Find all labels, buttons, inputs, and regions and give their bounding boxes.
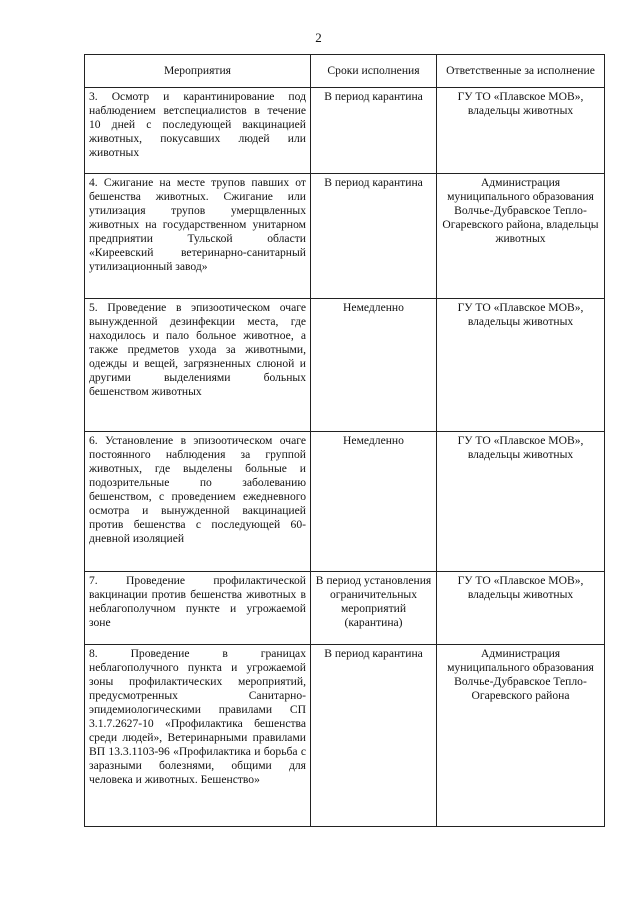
measure-cell: 6. Установление в эпизоотическом очаге постоянного наблюдения за группой животных, где выделены больные и подозрительные по заболеванию бешенством, с проведением ежедневного осмотра и вынужденной вакцинацией против бешенства с последующей 60-дневной изоляцией bbox=[85, 432, 311, 572]
table-row bbox=[85, 174, 605, 299]
measure-cell: 4. Сжигание на месте трупов павших от бешенства животных. Сжигание или утилизация трупов умерщвленных животных на государственном унитарном предприятии Тульской области «Киреевский ветеринарно-санитарный утилизационный завод» bbox=[85, 174, 311, 299]
table-row bbox=[85, 88, 605, 174]
responsible-cell: Администрация муниципального образования Волчье-Дубравское Тепло-Огаревского района, владельцы животных bbox=[437, 174, 605, 299]
table-row bbox=[85, 299, 605, 432]
responsible-cell: ГУ ТО «Плавское МОВ», владельцы животных bbox=[437, 572, 605, 645]
page-number: 2 bbox=[315, 30, 322, 45]
measure-cell: 8. Проведение в границах неблагополучного пункта и угрожаемой зоны профилактических мероприятий, предусмотренных Санитарно-эпидемиологическими правилами СП 3.1.7.2627-10 «Профилактика бешенства среди людей», Ветеринарными правилами ВП 13.3.1103-96 «Профилактика и борьба с заразными болезнями, общими для человека и животных. Бешенство» bbox=[85, 645, 311, 827]
table-header-row bbox=[85, 55, 605, 88]
header-responsible: Ответственные за исполнение bbox=[437, 55, 605, 88]
term-cell: В период установления ограничительных мероприятий (карантина) bbox=[311, 572, 437, 645]
measure-cell: 3. Осмотр и карантинирование под наблюдением ветспециалистов в течение 10 дней с последующей вакцинацией животных, покусавших людей или животных bbox=[85, 88, 311, 174]
term-cell: В период карантина bbox=[311, 645, 437, 827]
header-terms: Сроки исполнения bbox=[311, 55, 437, 88]
table-row bbox=[85, 432, 605, 572]
responsible-cell: ГУ ТО «Плавское МОВ», владельцы животных bbox=[437, 432, 605, 572]
responsible-cell: ГУ ТО «Плавское МОВ», владельцы животных bbox=[437, 88, 605, 174]
table-row bbox=[85, 645, 605, 827]
term-cell: В период карантина bbox=[311, 88, 437, 174]
term-cell: Немедленно bbox=[311, 299, 437, 432]
term-cell: В период карантина bbox=[311, 174, 437, 299]
measures-table bbox=[84, 54, 605, 827]
measure-cell: 7. Проведение профилактической вакцинации против бешенства животных в неблагополучном пункте и угрожаемой зоне bbox=[85, 572, 311, 645]
header-measures: Мероприятия bbox=[85, 55, 311, 88]
measure-cell: 5. Проведение в эпизоотическом очаге вынужденной дезинфекции места, где находилось и пало больное животное, а также предметов ухода за животными, одежды и вещей, загрязненных слюной и другими выделениями больных бешенством животных bbox=[85, 299, 311, 432]
responsible-cell: ГУ ТО «Плавское МОВ», владельцы животных bbox=[437, 299, 605, 432]
term-cell: Немедленно bbox=[311, 432, 437, 572]
responsible-cell: Администрация муниципального образования Волчье-Дубравское Тепло-Огаревского района bbox=[437, 645, 605, 827]
table-row bbox=[85, 572, 605, 645]
